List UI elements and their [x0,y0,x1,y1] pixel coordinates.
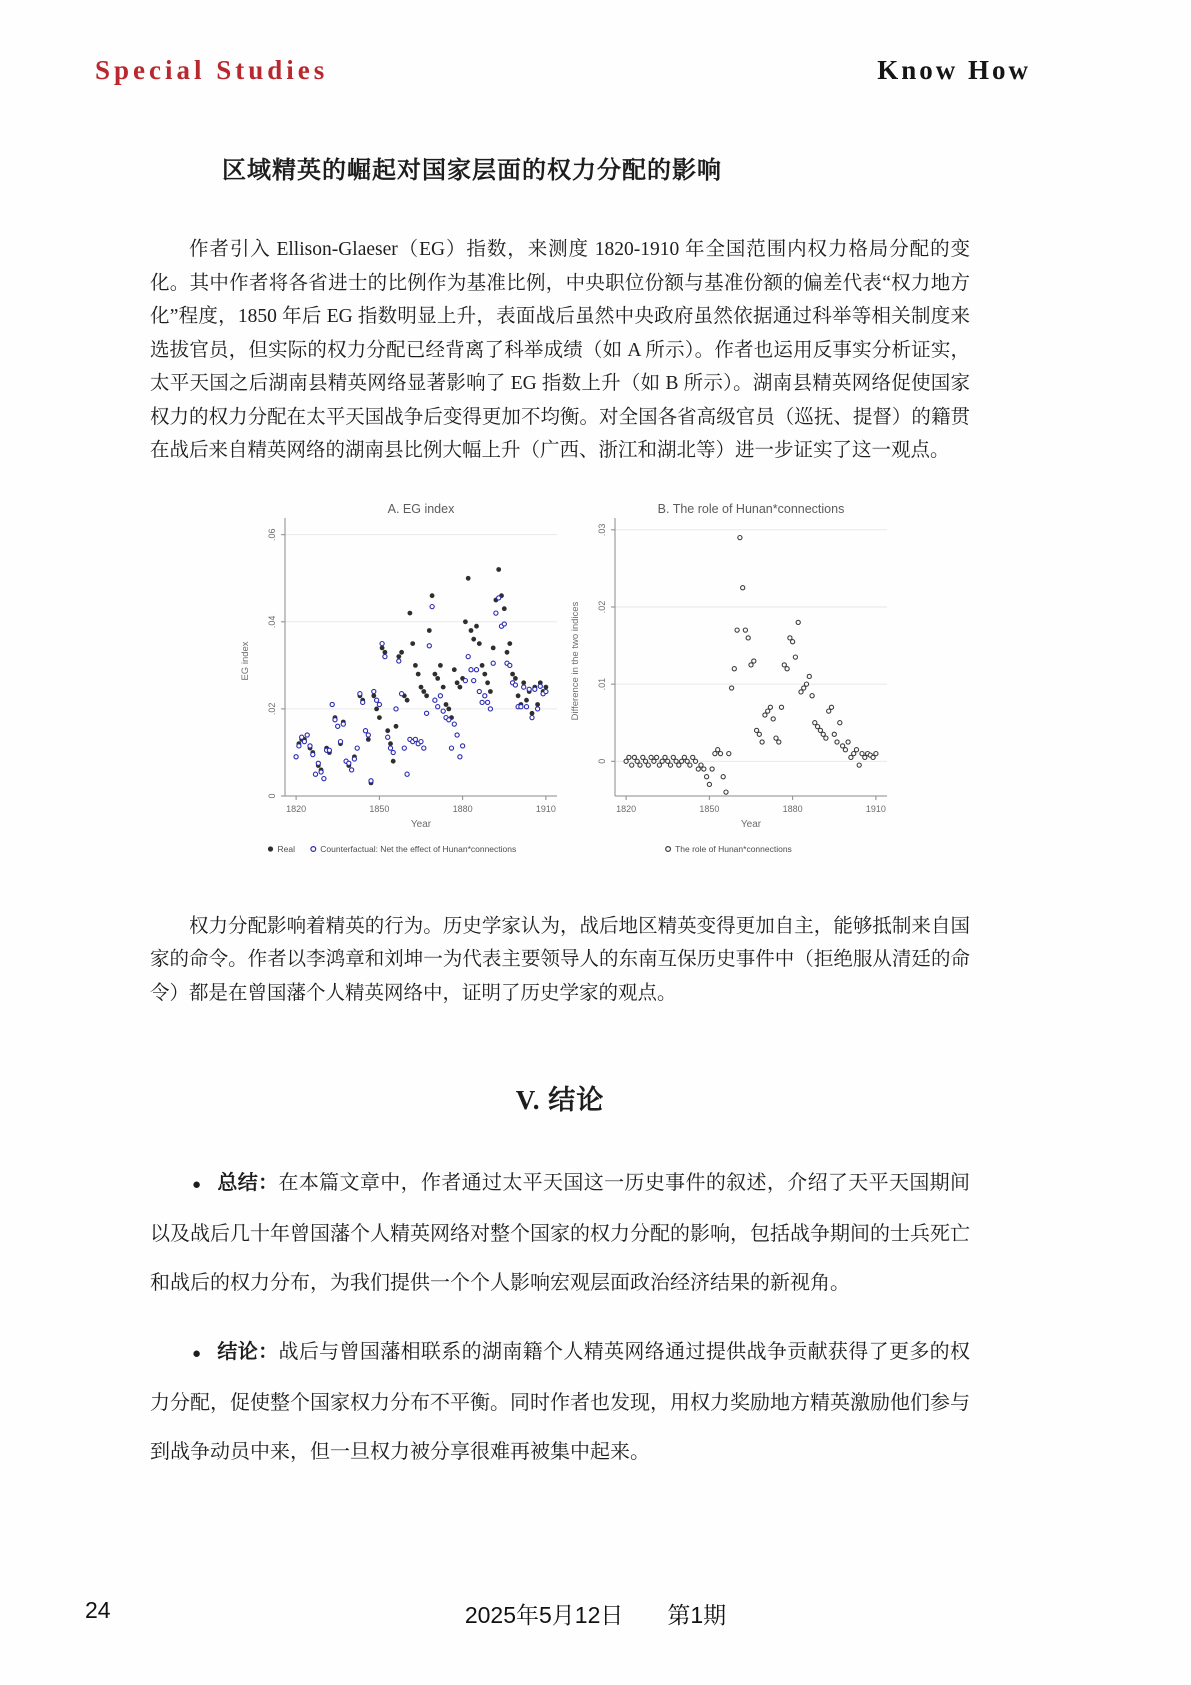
svg-text:0: 0 [267,792,277,799]
svg-text:.04: .04 [267,615,277,628]
page-number: 24 [85,1597,111,1623]
svg-text:1910: 1910 [865,803,886,814]
bullet-summary-text: 在本篇文章中，作者通过太平天国这一历史事件的叙述，介绍了天平天国期间以及战后几十年曾国藩个人精英网络对整个国家的权力分配的影响，包括战争期间的士兵死亡和战后的权力分布，为我们提供一个个人影响宏观层面政治经济结果的新视角。 [150,1172,971,1294]
scatter-plot-svg [235,498,565,870]
svg-text:Year: Year [410,818,432,830]
svg-text:1820: 1820 [286,803,307,814]
footer-date: 2025年5月12日 [464,1602,624,1628]
svg-text:B. The role of Hunan*connectio: B. The role of Hunan*connections [657,501,845,516]
chart-a-eg-index [235,498,565,870]
svg-text:Counterfactual: Net the effect: Counterfactual: Net the effect of Hunan*connections [320,843,517,854]
svg-text:.02: .02 [267,702,277,715]
paragraph-elite-behavior: 权力分配影响着精英的行为。历史学家认为，战后地区精英变得更加自主，能够抵制来自国家的命令。作者以李鸿章和刘坤一为代表主要领导人的东南互保历史事件中（拒绝服从清廷的命令）都是在曾国藩个人精英网络中，证明了历史学家的观点。 [150,915,970,1004]
bullet-icon: ● [192,1346,202,1362]
section-heading-conclusion: V. 结论 [515,1085,605,1115]
bullet-conclusion [150,1328,970,1477]
svg-text:1850: 1850 [369,803,390,814]
bullet-summary [150,1159,970,1308]
footer-issue: 第1期 [667,1602,727,1628]
bullet-conclusion-label: 结论： [217,1341,279,1363]
svg-text:0: 0 [597,758,607,764]
page-header [95,55,1031,86]
footer-center [0,1597,1191,1630]
page-footer [0,1597,1191,1637]
svg-text:1850: 1850 [699,803,720,814]
svg-text:1880: 1880 [452,803,473,814]
svg-text:A. EG index: A. EG index [387,501,455,516]
svg-text:.06: .06 [267,527,277,541]
bullet-summary-label: 总结： [217,1172,279,1194]
chart-b-hunan-connections [565,498,895,870]
svg-text:1910: 1910 [535,803,556,814]
bullet-conclusion-text: 战后与曾国藩相联系的湖南籍个人精英网络通过提供战争贡献获得了更多的权力分配，促使整个国家权力分布不平衡。同时作者也发现，用权力奖励地方精英激励他们参与到战争动员中来，但一旦权力被分享很难再被集中起来。 [150,1341,971,1463]
bullet-icon: ● [192,1177,202,1193]
svg-text:Real: Real [277,843,295,854]
header-brand-left: Special Studies [95,55,329,85]
svg-text:.03: .03 [597,523,607,536]
article-title: 区域精英的崛起对国家层面的权力分配的影响 [222,158,722,184]
svg-text:1880: 1880 [782,803,803,814]
svg-text:The role of Hunan*connections: The role of Hunan*connections [675,843,792,854]
paragraph-eg-index: 作者引入 Ellison-Glaeser（EG）指数，来测度 1820-1910 年全国范围内权力格局分配的变化。其中作者将各省进士的比例作为基准比例，中央职位份额与基准份额的偏差代表“权力地方化”程度，1850 年后 EG 指数明显上升，表面战后虽然中央政府虽然依据通过科举等相关制度来选拔官员，但实际的权力分配已经背离了科举成绩（如 A 所示）。作者也运用反事实分析证实，太平天国之后湖南县精英网络显著影响了 EG 指数上升（如 B 所示）。湖南县精英网络促使国家权力的权力分配在太平天国战争后变得更加不均衡。对全国各省高级官员（巡抚、提督）的籍贯在战后来自精英网络的湖南县比例大幅上升（广西、浙江和湖北等）进一步证实了这一观点。 [150,239,970,461]
svg-text:Difference in the two indices: Difference in the two indices [570,601,581,720]
figure-scatter-charts [235,498,970,870]
svg-text:Year: Year [740,818,762,830]
svg-text:.02: .02 [597,600,607,613]
header-brand-right: Know How [877,55,1031,85]
content-column [150,140,970,1497]
svg-text:1820: 1820 [616,803,637,814]
svg-text:.01: .01 [597,677,607,690]
scatter-plot-svg [565,498,895,870]
svg-text:EG index: EG index [240,640,251,681]
